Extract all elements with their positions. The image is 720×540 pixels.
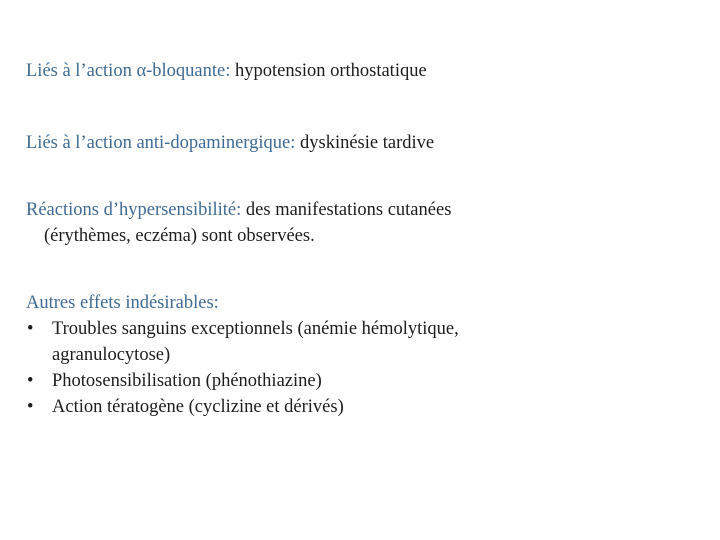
list-item	[26, 394, 696, 420]
bullet-icon: •	[27, 397, 34, 417]
side-effect-anti-dopaminergic	[26, 130, 696, 156]
side-effect-hypersensitivity	[26, 197, 696, 249]
other-effects-heading	[26, 290, 696, 316]
list-item-line-2: agranulocytose)	[52, 345, 171, 365]
other-effects-label: Autres effets indésirables:	[26, 293, 219, 313]
list-item	[26, 368, 696, 394]
other-effects-list	[26, 316, 696, 420]
bullet-icon: •	[27, 319, 34, 339]
hypersensitivity-line-1	[26, 197, 696, 223]
list-item-line-1: Photosensibilisation (phénothiazine)	[52, 371, 322, 391]
side-effect-text: dyskinésie tardive	[295, 133, 435, 153]
side-effect-label: Liés à l’action α-bloquante:	[26, 61, 231, 81]
side-effect-label: Liés à l’action anti-dopaminergique:	[26, 133, 296, 153]
side-effect-text: des manifestations cutanées	[241, 200, 452, 220]
list-item-line-1: Troubles sanguins exceptionnels (anémie hémolytique,	[52, 319, 459, 339]
bullet-icon: •	[27, 371, 34, 391]
hypersensitivity-line-2: (érythèmes, eczéma) sont observées.	[44, 226, 315, 246]
side-effect-label: Réactions d’hypersensibilité:	[26, 200, 242, 220]
side-effect-text: hypotension orthostatique	[230, 61, 427, 81]
side-effect-alpha-blocking	[26, 58, 696, 84]
list-item	[26, 316, 696, 368]
list-item-line-1: Action tératogène (cyclizine et dérivés)	[52, 397, 344, 417]
